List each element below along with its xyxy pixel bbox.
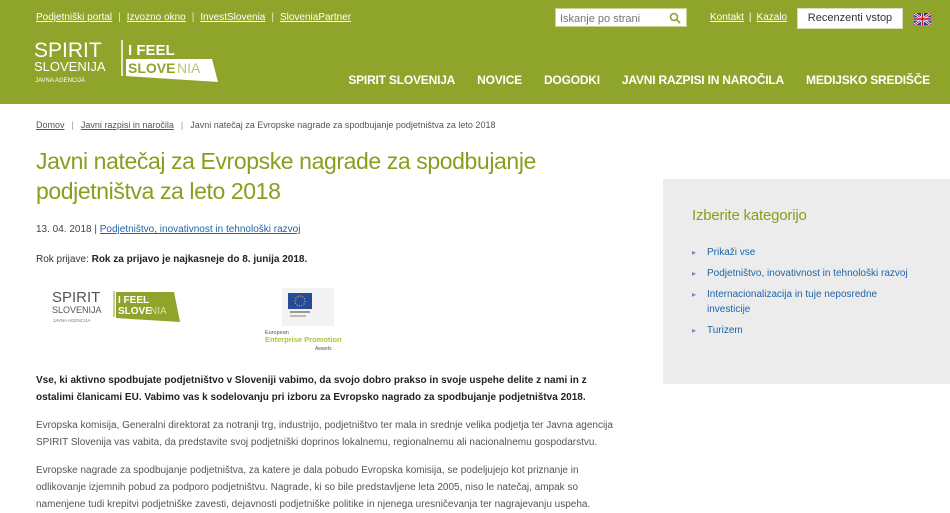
svg-text:JAVNA AGENCIJA: JAVNA AGENCIJA bbox=[53, 318, 91, 323]
deadline-label: Rok prijave: bbox=[36, 254, 89, 265]
breadcrumb-current: Javni natečaj za Evropske nagrade za spodbujanje podjetništva za leto 2018 bbox=[190, 120, 496, 130]
link-podjetniski-portal[interactable]: Podjetniški portal bbox=[36, 12, 113, 23]
logo-slovenija-text: SLOVENIJA bbox=[34, 59, 106, 74]
triangle-bullet-icon: ▸ bbox=[692, 290, 697, 299]
nav-medijsko-sredisce[interactable]: MEDIJSKO SREDIŠČE bbox=[806, 73, 930, 87]
search-icon[interactable] bbox=[669, 11, 681, 29]
svg-text:SLOVENIJA: SLOVENIJA bbox=[52, 305, 102, 315]
logo-ifeel-text: I FEEL bbox=[128, 42, 175, 59]
search-input[interactable] bbox=[556, 11, 664, 28]
svg-text:I FEEL: I FEEL bbox=[118, 295, 150, 306]
nav-spirit-slovenija[interactable]: SPIRIT SLOVENIJA bbox=[348, 73, 456, 87]
link-investslovenia[interactable]: InvestSlovenia bbox=[200, 12, 266, 23]
article-date: 13. 04. 2018 bbox=[36, 224, 92, 235]
euepa-line3: Awards bbox=[315, 346, 332, 352]
svg-text:SLOVE: SLOVE bbox=[118, 306, 152, 317]
uk-flag-icon[interactable] bbox=[914, 12, 931, 24]
spirit-logo[interactable] bbox=[34, 38, 224, 95]
article-category-link[interactable]: Podjetništvo, inovativnost in tehnološki razvoj bbox=[99, 224, 301, 235]
article-meta: 13. 04. 2018 | Podjetništvo, inovativnost in tehnološki razvoj bbox=[36, 224, 301, 235]
body-paragraph-1: Evropska komisija, Generalni direktorat za notranji trg, industrijo, podjetništvo ter mala in srednje velika podjetja ter Javna agencija SPIRIT Slovenija vas vabita, da predstavite svoj podjetniški doprinos lokalnemu, regionalnemu ali nacionalnemu gospodarstvu. bbox=[36, 420, 613, 448]
category-item-internationalization[interactable]: ▸ Internacionalizacija in tuje neposredne investicije bbox=[692, 289, 878, 315]
spirit-article-logo bbox=[52, 289, 180, 323]
category-item-all[interactable]: ▸ Prikaži vse bbox=[692, 247, 756, 258]
logo-agency-text: JAVNA AGENCIJA bbox=[35, 78, 85, 84]
intro-paragraph: Vse, ki aktivno spodbujate podjetništvo v Sloveniji vabimo, da svojo dobro prakso in svoje uspehe delite z nami in z ostalimi članicami EU. Vabimo vas k sodelovanju pri izboru za Evropsko nagrado za spodbujanje podjetništva 2018. bbox=[36, 375, 587, 403]
logo-nia-text: NIA bbox=[177, 60, 201, 76]
category-sidebar bbox=[663, 179, 950, 384]
page-title: Javni natečaj za Evropske nagrade za spodbujanje podjetništva za leto 2018 bbox=[36, 148, 536, 204]
link-izvozno-okno[interactable]: Izvozno okno bbox=[126, 12, 186, 23]
site-header bbox=[0, 0, 950, 104]
body-paragraph-2: Evropske nagrade za spodbujanje podjetništva, za katere je dala pobudo Evropska komisija, se podeljujejo kot priznanje in odlikovanje izjemnih pobud za podporo podjetništvu. Nagrade, ki so bile predstavljene leta 2005, niso le natečaj, ampak so namenjene tudi krepitvi podjetniške zavesti, dejavnosti podjetniške politike in njenega uresničevanja ter nagrajevanju uspeha. bbox=[36, 465, 591, 510]
svg-text:SPIRIT: SPIRIT bbox=[52, 289, 101, 306]
link-kazalo[interactable]: Kazalo bbox=[756, 12, 788, 23]
triangle-bullet-icon: ▸ bbox=[692, 248, 697, 257]
logo-slove-text: SLOVE bbox=[128, 60, 176, 76]
nav-dogodki[interactable]: DOGODKI bbox=[543, 73, 600, 87]
category-list bbox=[692, 245, 922, 344]
deadline-value: Rok za prijavo je najkasneje do 8. junija 2018. bbox=[91, 254, 308, 265]
main-nav bbox=[326, 73, 930, 87]
article-logos bbox=[50, 284, 370, 356]
nav-novice[interactable]: NOVICE bbox=[477, 73, 522, 87]
deadline bbox=[36, 254, 307, 265]
breadcrumb-domov[interactable]: Domov bbox=[36, 120, 65, 130]
utility-links: Kontakt | Kazalo bbox=[710, 12, 788, 23]
search-box bbox=[555, 8, 687, 27]
category-item-tourism[interactable]: ▸ Turizem bbox=[692, 325, 743, 336]
logo-spirit-text: SPIRIT bbox=[34, 39, 102, 62]
euepa-line1: European bbox=[265, 330, 289, 336]
top-links: Podjetniški portal | Izvozno okno | InvestSlovenia | SloveniaPartner bbox=[36, 12, 352, 23]
link-kontakt[interactable]: Kontakt bbox=[710, 12, 744, 23]
svg-text:NIA: NIA bbox=[150, 306, 167, 317]
category-item-entrepreneurship[interactable]: ▸ Podjetništvo, inovativnost in tehnološki razvoj bbox=[692, 268, 908, 279]
triangle-bullet-icon: ▸ bbox=[692, 326, 697, 335]
reviewers-login-button[interactable]: Recenzenti vstop bbox=[797, 8, 903, 29]
breadcrumb-javni-razpisi[interactable]: Javni razpisi in naročila bbox=[80, 120, 174, 130]
breadcrumb: Domov | Javni razpisi in naročila | Javni natečaj za Evropske nagrade za spodbujanje podjetništva za leto 2018 bbox=[36, 120, 496, 130]
sidebar-title: Izberite kategorijo bbox=[692, 207, 807, 224]
nav-javni-razpisi[interactable]: JAVNI RAZPISI IN NAROČILA bbox=[621, 73, 785, 87]
euepa-line2: Enterprise Promotion bbox=[265, 335, 342, 344]
eu-award-logo bbox=[265, 288, 342, 352]
triangle-bullet-icon: ▸ bbox=[692, 269, 697, 278]
link-sloveniapartner[interactable]: SloveniaPartner bbox=[279, 12, 352, 23]
